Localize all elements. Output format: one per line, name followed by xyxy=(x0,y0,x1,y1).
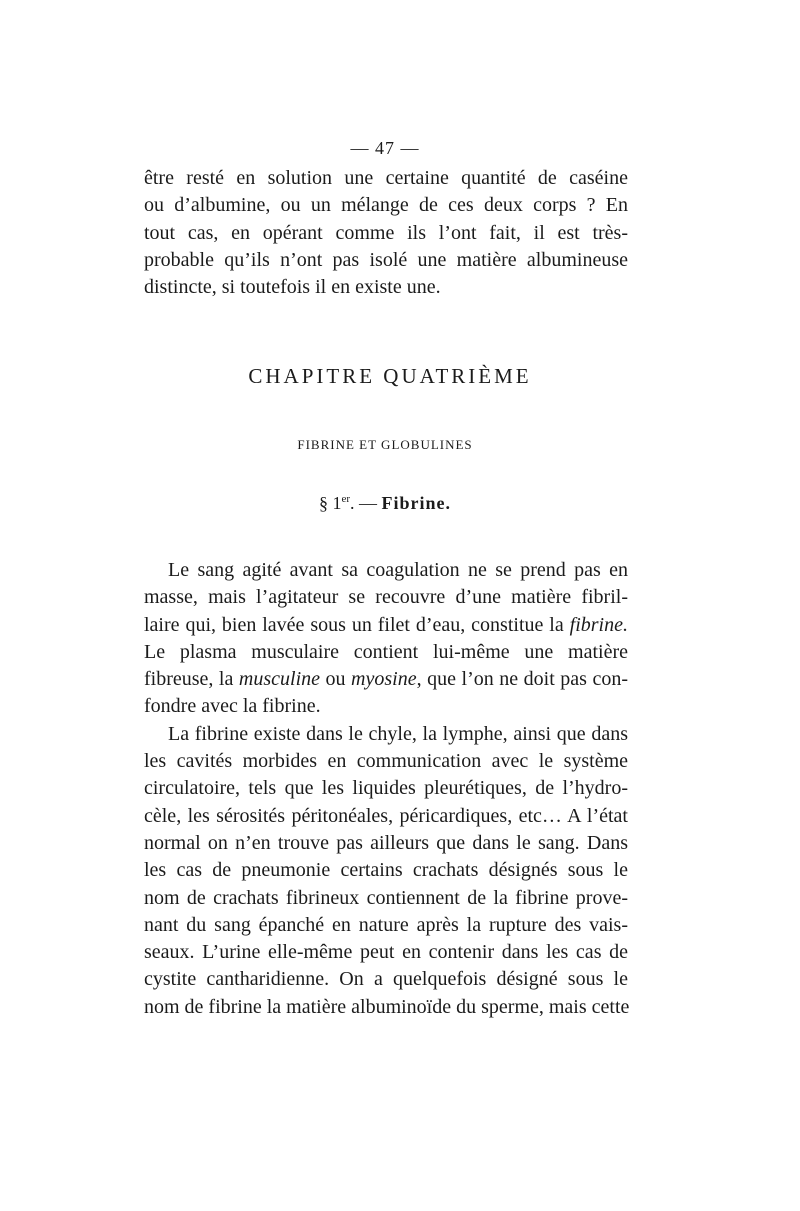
italic-term-myosine: myosine xyxy=(351,668,417,691)
text-line: cèle, les sérosités péritonéales, péricardiques, etc… A l’état xyxy=(144,804,628,827)
section-superscript: er xyxy=(341,493,351,505)
chapter-title: CHAPITRE QUATRIÈME xyxy=(248,364,532,388)
text-run: , que l’on ne doit pas con- xyxy=(416,668,629,691)
section-symbol: § 1 xyxy=(318,493,342,513)
text-line: distincte, si toutefois il en existe une. xyxy=(144,276,441,299)
chapter-subtitle: FIBRINE ET GLOBULINES xyxy=(297,437,473,452)
text-line: tout cas, en opérant comme ils l’ont fait, il est très- xyxy=(144,221,628,244)
text-line: être resté en solution une certaine quantité de caséine xyxy=(144,167,628,189)
text-line: fondre avec la fibrine. xyxy=(144,695,321,718)
text-line: probable qu’ils n’ont pas isolé une matière albumineuse xyxy=(144,248,628,271)
body-text xyxy=(144,557,628,1021)
text-line: les cavités morbides en communication avec le système xyxy=(144,750,628,773)
text-line xyxy=(144,612,628,639)
text-line: circulatoire, tels que les liquides pleurétiques, de l’hydro- xyxy=(144,777,628,800)
text-line: Le sang agité avant sa coagulation ne se prend pas en xyxy=(168,559,628,581)
text-run: fibreuse, la xyxy=(144,668,239,691)
text-run: ou xyxy=(320,668,352,691)
text-line: les cas de pneumonie certains crachats désignés sous le xyxy=(144,859,628,882)
text-line: seaux. L’urine elle-même peut en contenir dans les cas de xyxy=(144,941,628,964)
text-line: nom de fibrine la matière albuminoïde du sperme, mais cette xyxy=(144,995,630,1018)
page-number: — 47 — xyxy=(350,138,420,158)
text-line: masse, mais l’agitateur se recouvre d’une matière fibril- xyxy=(144,586,628,609)
text-line: normal on n’en trouve pas ailleurs que dans le sang. Dans xyxy=(144,831,628,854)
section-title: Fibrine. xyxy=(381,493,452,513)
section-heading xyxy=(0,493,770,514)
text-line: ou d’albumine, ou un mélange de ces deux corps ? En xyxy=(144,194,628,217)
text-line: Le plasma musculaire contient lui-même une matière xyxy=(144,640,628,663)
text-line xyxy=(144,666,628,693)
italic-term-musculine: musculine xyxy=(238,668,320,691)
section-dash: . — xyxy=(350,493,382,513)
text-run: laire qui, bien lavée sous un filet d’eau, constitue la xyxy=(144,613,570,636)
text-line: La fibrine existe dans le chyle, la lymphe, ainsi que dans xyxy=(168,722,628,745)
continued-paragraph xyxy=(144,165,628,301)
italic-term-fibrine: fibrine. xyxy=(569,613,628,636)
text-line: nant du sang épanché en nature après la rupture des vais- xyxy=(144,913,628,936)
text-line: cystite cantharidienne. On a quelquefois désigné sous le xyxy=(144,968,628,991)
text-line: nom de crachats fibrineux contiennent de la fibrine prove- xyxy=(144,886,628,909)
